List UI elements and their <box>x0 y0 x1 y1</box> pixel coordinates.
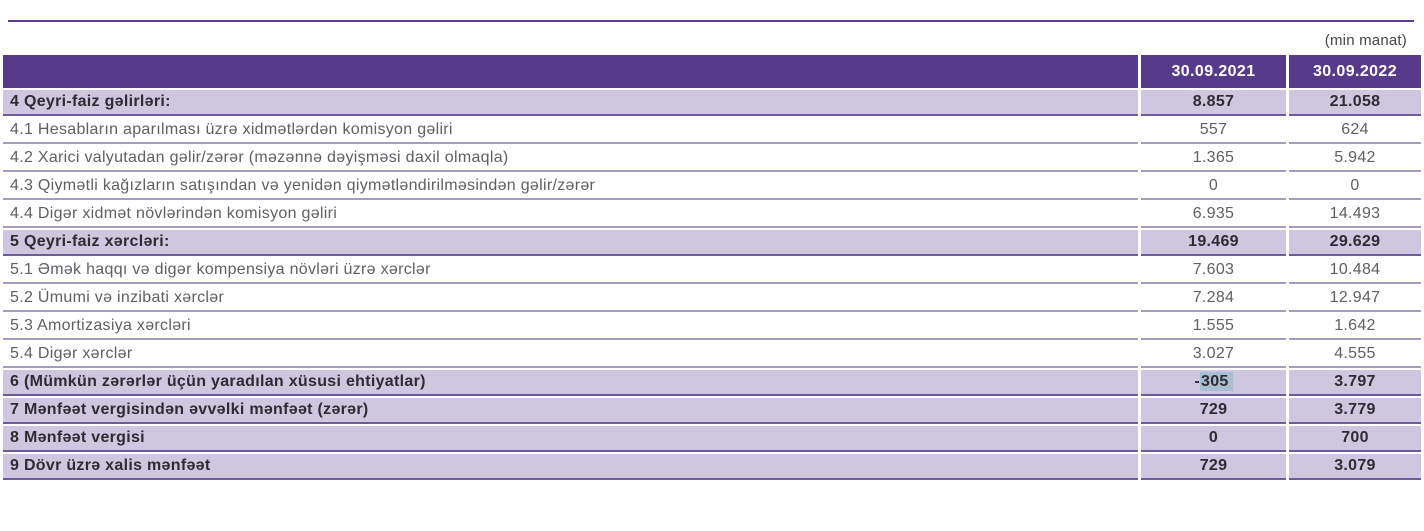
selected-text: 305 <box>1200 372 1233 391</box>
row-label: 5 Qeyri-faiz xərcləri: <box>3 230 1138 256</box>
value-2022: 1.642 <box>1289 314 1421 340</box>
value-2022: 3.797 <box>1289 370 1421 396</box>
value-2021: 1.365 <box>1141 146 1286 172</box>
value-2021: 729 <box>1141 454 1286 480</box>
value-2022: 10.484 <box>1289 258 1421 284</box>
value-2021: 19.469 <box>1141 230 1286 256</box>
value-2022: 624 <box>1289 118 1421 144</box>
value-prefix: - <box>1194 373 1201 390</box>
value-2021: 729 <box>1141 398 1286 424</box>
value-2022: 29.629 <box>1289 230 1421 256</box>
row-label: 4 Qeyri-faiz gəlirləri: <box>3 90 1138 116</box>
value-2021: 557 <box>1141 118 1286 144</box>
table-row <box>3 146 1421 172</box>
value-2021: 7.603 <box>1141 258 1286 284</box>
table-row <box>3 454 1421 480</box>
row-label: 4.4 Digər xidmət növlərindən komisyon gəliri <box>3 202 1138 228</box>
financial-report-page <box>0 20 1424 531</box>
value-2021: 6.935 <box>1141 202 1286 228</box>
table-row <box>3 90 1421 116</box>
table-row <box>3 202 1421 228</box>
table-row <box>3 286 1421 312</box>
value-2021: 0 <box>1141 174 1286 200</box>
table-row <box>3 398 1421 424</box>
value-2022: 14.493 <box>1289 202 1421 228</box>
value-2021: 0 <box>1141 426 1286 452</box>
value-2022: 3.079 <box>1289 454 1421 480</box>
row-label: 4.1 Hesabların aparılması üzrə xidmətlərdən komisyon gəliri <box>3 118 1138 144</box>
value-2021: 7.284 <box>1141 286 1286 312</box>
row-label: 9 Dövr üzrə xalis mənfəət <box>3 454 1138 480</box>
header-date-2021: 30.09.2021 <box>1141 55 1286 88</box>
header-label-cell <box>3 55 1138 88</box>
table-row <box>3 174 1421 200</box>
value-2022: 0 <box>1289 174 1421 200</box>
value-2022: 4.555 <box>1289 342 1421 368</box>
value-2021 <box>1141 370 1286 396</box>
row-label: 7 Mənfəət vergisindən əvvəlki mənfəət (zərər) <box>3 398 1138 424</box>
row-label: 5.3 Amortizasiya xərcləri <box>3 314 1138 340</box>
value-2022: 12.947 <box>1289 286 1421 312</box>
value-2021: 1.555 <box>1141 314 1286 340</box>
header-date-2022: 30.09.2022 <box>1289 55 1421 88</box>
value-2022: 700 <box>1289 426 1421 452</box>
row-label: 8 Mənfəət vergisi <box>3 426 1138 452</box>
row-label: 5.2 Ümumi və inzibati xərclər <box>3 286 1138 312</box>
value-2022: 3.779 <box>1289 398 1421 424</box>
row-label: 4.3 Qiymətli kağızların satışından və yenidən qiymətləndirilməsindən gəlir/zərər <box>3 174 1138 200</box>
top-divider <box>8 20 1414 22</box>
table-header-row <box>3 55 1421 88</box>
row-label: 5.1 Əmək haqqı və digər kompensiya növləri üzrə xərclər <box>3 258 1138 284</box>
table-row <box>3 230 1421 256</box>
unit-label: (min manat) <box>1324 32 1407 49</box>
table-row <box>3 370 1421 396</box>
table-row <box>3 342 1421 368</box>
income-statement-table <box>0 53 1424 482</box>
table-body <box>3 90 1421 480</box>
row-label: 4.2 Xarici valyutadan gəlir/zərər (məzənnə dəyişməsi daxil olmaqla) <box>3 146 1138 172</box>
row-label: 6 (Mümkün zərərlər üçün yaradılan xüsusi ehtiyatlar) <box>3 370 1138 396</box>
value-2022: 5.942 <box>1289 146 1421 172</box>
value-2021: 8.857 <box>1141 90 1286 116</box>
table-row <box>3 426 1421 452</box>
value-2021: 3.027 <box>1141 342 1286 368</box>
table-row <box>3 314 1421 340</box>
table-row <box>3 258 1421 284</box>
row-label: 5.4 Digər xərclər <box>3 342 1138 368</box>
value-2022: 21.058 <box>1289 90 1421 116</box>
table-row <box>3 118 1421 144</box>
